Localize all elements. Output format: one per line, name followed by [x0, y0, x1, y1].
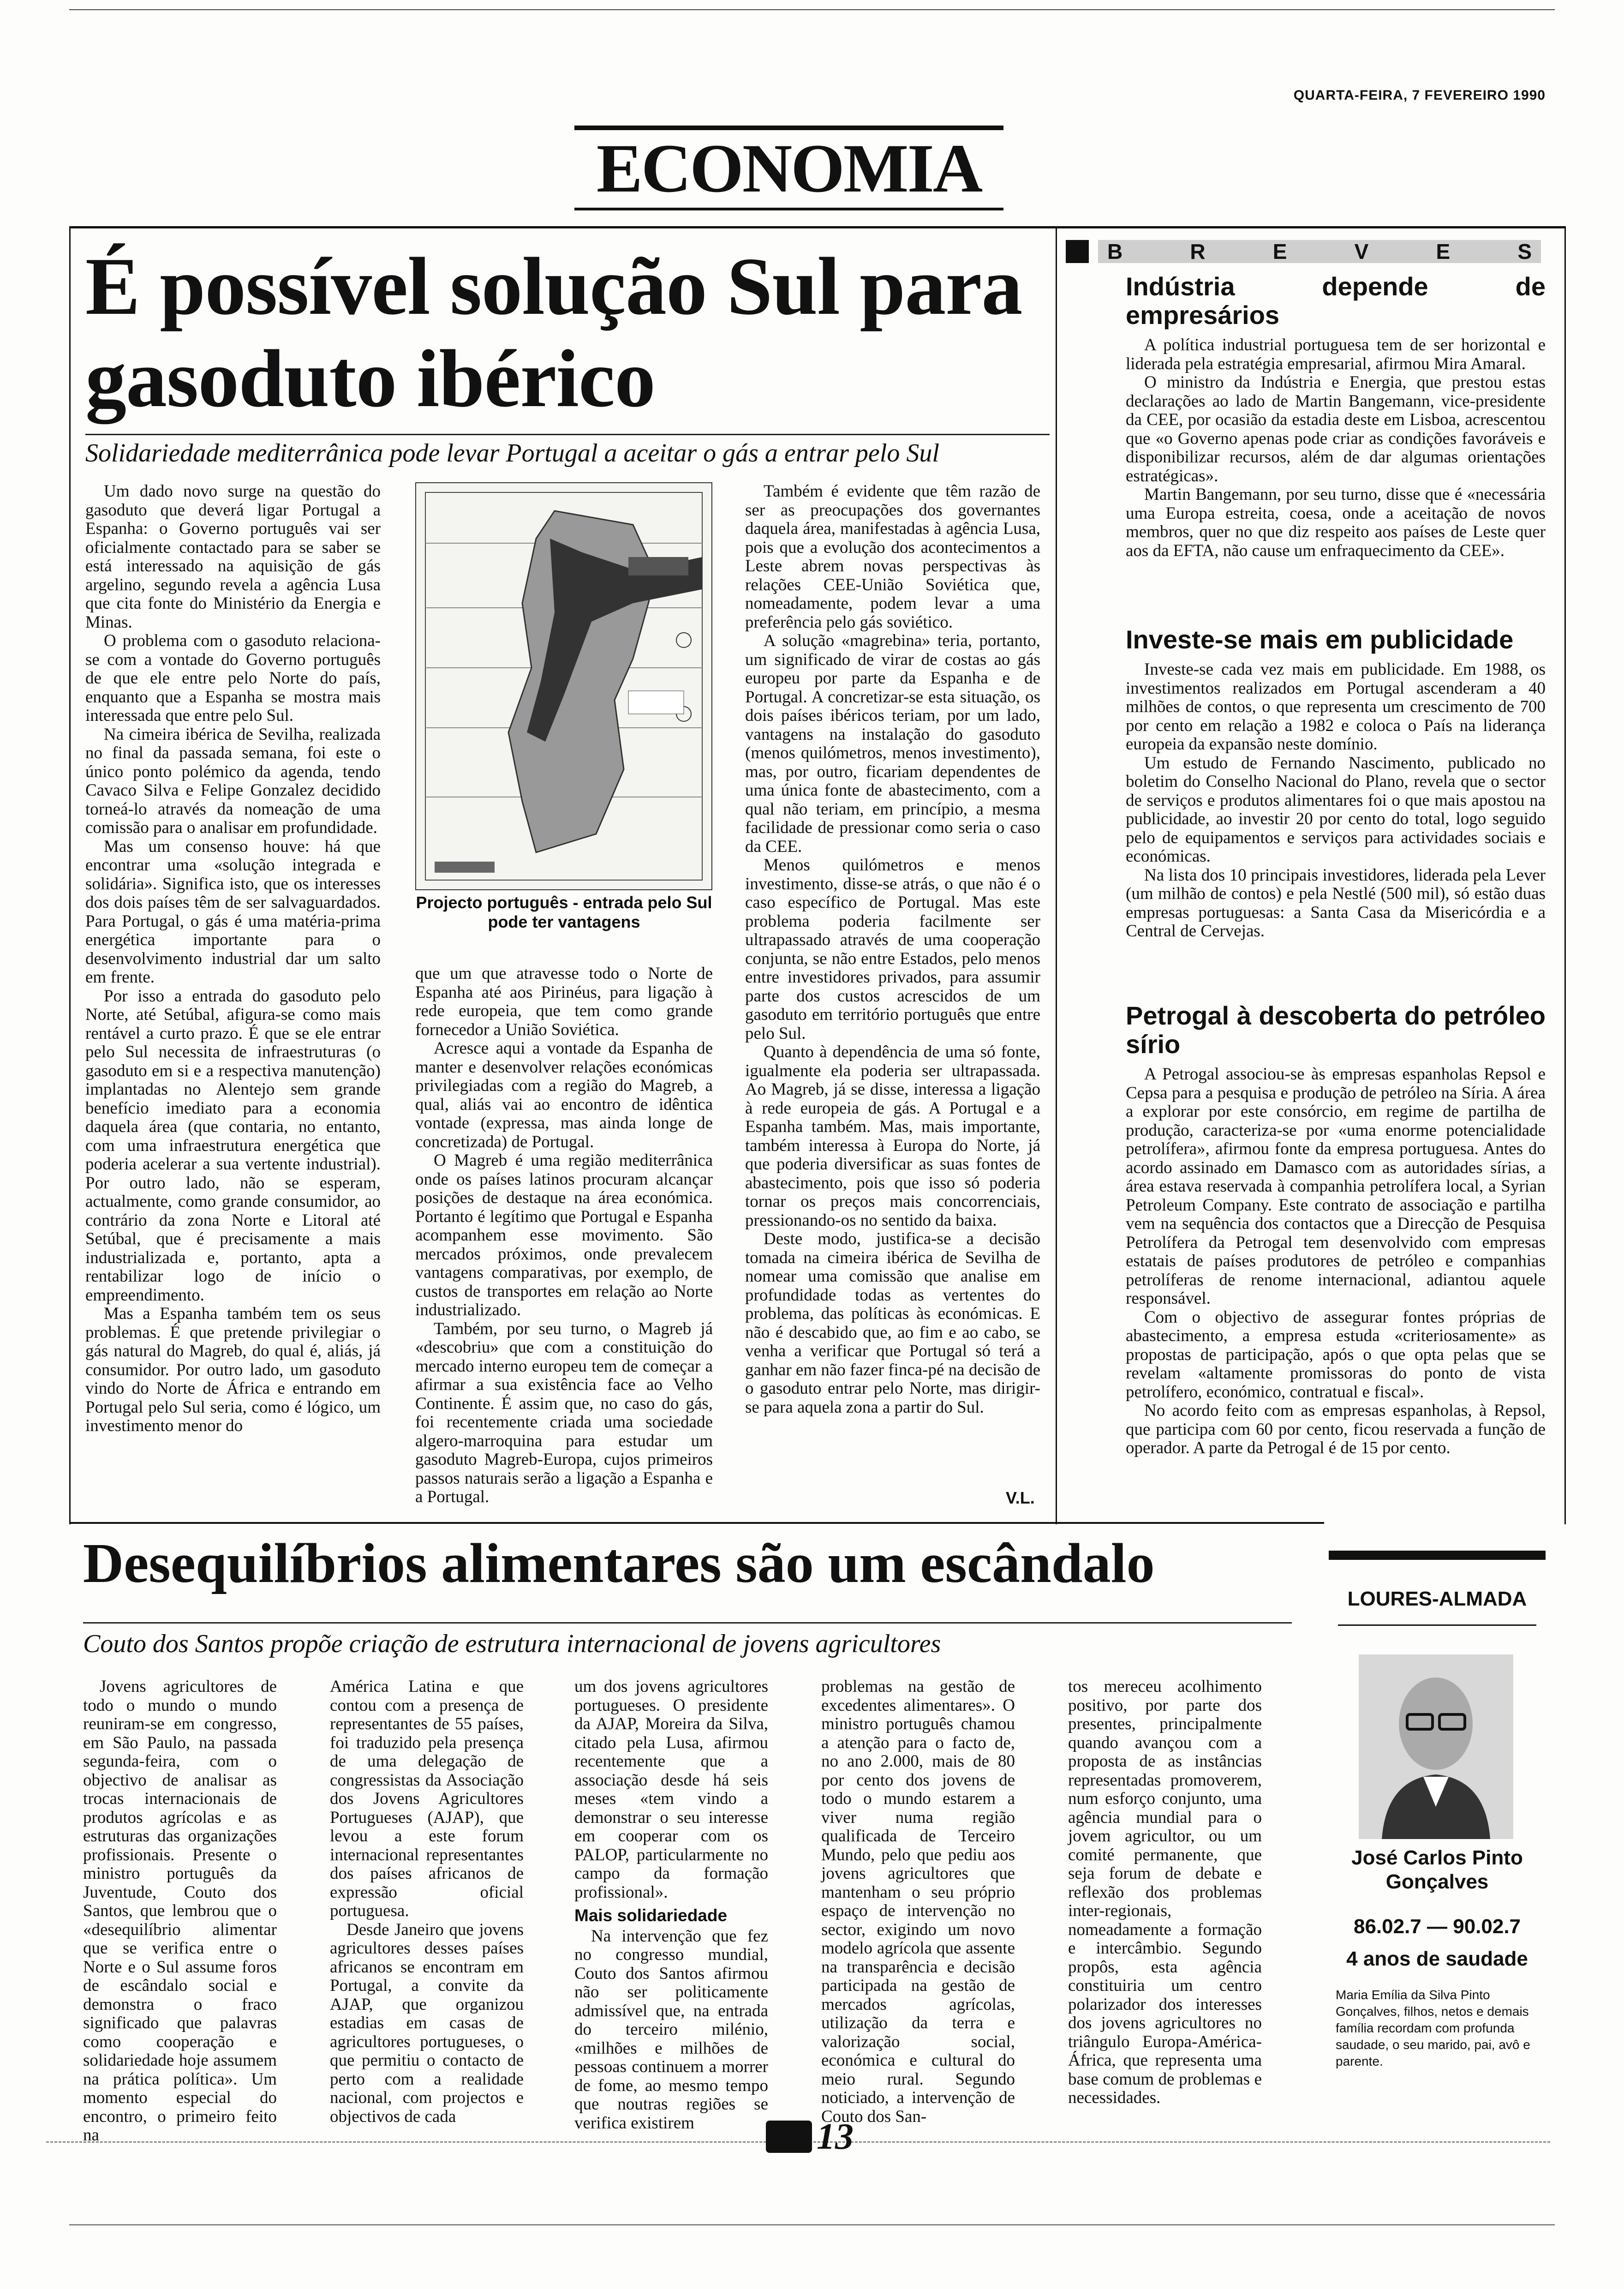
main-col-3: [745, 482, 1040, 1484]
paragraph: A Petrogal associou-se às empresas espanholas Repsol e Cepsa para a pesquisa e produção de petróleo na Síria. A área a explorar por este consórcio, em regime de partilha de produção, caracteriza-se por «uma enorme potencialidade petrolífera», afirmou fonte da empresa portuguesa. Antes do acordo assinado em Damasco com as autoridades sírias, a área estava reservada à companhia petrolífera local, a Syrian Petroleum Company. Este contrato de associação e partilha vem na sequência dos contactos que a Direcção de Pesquisa Petrolífera da Petrogal tem desenvolvido com empresas estatais de países produtores de petróleo e companhias petrolíferas de renome internacional, adiantou aquele responsável.: [1126, 1065, 1546, 1308]
portugal-map-illustration: [416, 483, 711, 889]
gas-pipeline-map: [415, 482, 712, 890]
paragraph: Um dado novo surge na questão do gasoduto que deverá ligar Portugal a Espanha: o Governo português vai ser oficialmente contactado para se saber se está interessado na aquisição de gás argelino, segundo revela a agência Lusa que cita fonte do Ministério da Energia e Minas.: [85, 482, 381, 632]
paragraph: No acordo feito com as empresas espanholas, à Repsol, que participa com 60 por cento, ficou reservada a função de operador. A parte da Petrogal é de 15 por cento.: [1126, 1401, 1546, 1457]
main-col-2: [415, 965, 713, 1509]
breves-letter: R: [1190, 240, 1206, 264]
breves-letter: V: [1354, 240, 1369, 264]
second-col-4: [821, 1677, 1015, 2126]
breves-letter: E: [1436, 240, 1451, 264]
paragraph: Também é evidente que têm razão de ser as preocupações dos governantes daquela área, manifestadas à agência Lusa, pois que a evolução dos acontecimentos a Leste abrem novas perspectivas às relações CEE-União Soviética que, nomeadamente, podem levar a uma preferência pelo gás soviético.: [745, 482, 1040, 632]
second-subhead: Couto dos Santos propõe criação de estrutura internacional de jovens agricultores: [83, 1630, 941, 1658]
breves-square-icon: [1066, 240, 1089, 263]
paragraph: que um que atravesse todo o Norte de Espanha até aos Pirinéus, para ligação à rede europeia, que tem como grande fornecedor a União Soviética.: [415, 964, 713, 1039]
headline-rule: [83, 1622, 1292, 1624]
paragraph: Jovens agricultores de todo o mundo o mundo reuniram-se em congresso, em São Paulo, na passada segunda-feira, com o objectivo de analisar as trocas internacionais de produtos agrícolas e as estruturas das organizações profissionais. Presente o ministro português da Juventude, Couto dos Santos, que lembrou que o «desequilíbrio alimentar que se verifica entre o Norte e o Sul assume foros de escândalo social e demonstra o fraco significado que palavras como cooperação e solidariedade hoje assumem na prática política». Um momento especial do encontro, o primeiro feito na: [83, 1677, 277, 2145]
author-signature: V.L.: [1006, 1488, 1035, 1507]
breves-letter: B: [1107, 240, 1123, 264]
paragraph: um dos jovens agricultores portugueses. O presidente da AJAP, Moreira da Silva, citado pela Lusa, afirmou recentemente que a associação desde há seis meses «tem vindo a demonstrar o seu interesse em cooperar com os PALOP, particularmente no campo da formação profissional».: [574, 1677, 768, 1902]
section-subhead: Mais solidariedade: [574, 1906, 728, 1925]
portrait-photo: [1359, 1654, 1513, 1839]
obituary-rule: [1338, 1624, 1536, 1626]
paragraph: Na intervenção que fez no congresso mundial, Couto dos Santos afirmou não ser politicamente admissível que, na entrada do terceiro milénio, «milhões e milhões de pessoas continuem a morrer de fome, ao mesmo tempo que noutras regiões se verifica existirem: [574, 1926, 768, 2133]
headline-rule: [85, 434, 1050, 435]
obituary-text: Maria Emília da Silva Pinto Gonçalves, filhos, netos e demais família recordam com profunda saudade, o seu marido, pai, avô e parente.: [1336, 1988, 1530, 2068]
section-rule-top: [574, 126, 1003, 130]
breve-3: [1126, 1001, 1546, 1458]
breve-headline: Indústria depende de empresários: [1126, 272, 1546, 330]
paragraph: Deste modo, justifica-se a decisão tomada na cimeira ibérica de Sevilha de nomear uma comissão que analise em profundidade todas as vertentes do problema, das políticas às económicas. E não é descabido que, ao fim e ao cabo, se venha a verificar que Portugal só terá a ganhar em não fazer finca-pé na decisão de o gasoduto entrar pelo Norte, mas dirigir-se para aquela zona a partir do Sul.: [745, 1229, 1040, 1417]
remembrance-line: 4 anos de saudade: [1346, 1947, 1528, 1970]
paragraph: A política industrial portuguesa tem de ser horizontal e liderada pela estratégia empresarial, afirmou Mira Amaral.: [1126, 336, 1546, 373]
paragraph: O ministro da Indústria e Energia, que prestou estas declarações ao lado de Martin Bangemann, vice-presidente da CEE, por ocasião da estadia deste em Lisboa, acrescentou que «o Governo apenas pode criar as condições favoráveis e disponibilizar recursos, além de dar algumas orientações estratégicas».: [1126, 373, 1546, 485]
paragraph: Quanto à dependência de uma só fonte, igualmente ela poderia ser ultrapassada. Ao Magreb, já se disse, interessa a ligação à rede europeia de gás. A Portugal e a Espanha também. Mas, mais importante, também interessa à Europa do Norte, já que poderia diversificar as suas fontes de abastecimento, pois que isso só poderia tornar os preços mais concorrenciais, pressionando-os no sentido da baixa.: [745, 1043, 1040, 1230]
paragraph: Investe-se cada vez mais em publicidade. Em 1988, os investimentos realizados em Portugal ascenderam a 40 milhões de contos, o que representa um crescimento de 700 por cento em relação a 1982 e coloca o País na liderança europeia da expansão neste domínio.: [1126, 660, 1546, 754]
paragraph: Um estudo de Fernando Nascimento, publicado no boletim do Conselho Nacional do Plano, revela que o sector de serviços e produtos alimentares foi o que mais apostou na publicidade, ao investir 20 por cento do total, logo seguido pelo de equipamentos e serviços para actividades sociais e económicas.: [1126, 753, 1546, 866]
breves-letter: E: [1272, 240, 1287, 264]
paragraph: problemas na gestão de excedentes alimentares». O ministro português chamou a atenção para o facto de, no ano 2.000, mais de 80 por cento dos jovens de todo o mundo estarem a viver numa região qualificada de Terceiro Mundo, pelo que pediu aos jovens agricultores que mantenham o seu próprio espaço de intervenção no sector, exigindo um novo modelo agrícola que assente na transparência e decisão participada na gestão de mercados agrícolas, utilização da terra e valorização social, económica e cultural do meio rural. Segundo noticiado, a intervenção de Couto dos San-: [821, 1677, 1015, 2126]
second-col-1: [83, 1677, 277, 2145]
main-col-1: [85, 482, 381, 1525]
paragraph: O Magreb é uma região mediterrânica onde os países latinos procuram alcançar posições de destaque na área económica. Portanto é legítimo que Portugal e Espanha acompanhem esse movimento. São mercados próximos, onde prevalecem vantagens comparativas, por exemplo, de custos de transportes em relação ao Norte industrializado.: [415, 1151, 713, 1319]
newspaper-logo-icon: [766, 2121, 812, 2153]
paragraph: América Latina e que contou com a presença de representantes de 55 países, foi traduzido pela presença de uma delegação de congressistas da Associação dos Jovens Agricultores Portugueses (AJAP), que levou a este forum internacional representantes dos países africanos de expressão oficial portuguesa.: [330, 1677, 524, 1920]
paragraph: O problema com o gasoduto relaciona-se com a vontade do Governo português de que ele entre pelo Norte do país, enquanto que a Espanha se mostra mais interessada que entre pelo Sul.: [85, 631, 381, 725]
breve-1: [1126, 272, 1546, 560]
section-rule-bottom: [574, 208, 1003, 210]
paragraph: Acresce aqui a vontade da Espanha de manter e desenvolver relações económicas privilegiadas com a região do Magreb, a qual, aliás vai ao encontro de idêntica vontade (expressa, mas ainda longe de concretizada) de Portugal.: [415, 1039, 713, 1151]
paragraph: Mas um consenso houve: há que encontrar uma «solução integrada e solidária». Significa isto, que os interesses dos dois países têm de ser salvaguardados. Para Portugal, o gás é uma matéria-prima energética importante para o desenvolvimento industrial dar um salto em frente.: [85, 837, 381, 987]
paragraph: Menos quilómetros e menos investimento, disse-se atrás, o que não é o caso específico de Portugal. Mas este problema poderia facilmente ser ultrapassado através de uma cooperação conjunta, se não entre Estados, pelo menos entre investidores privados, para assumir parte dos custos acrescidos de um gasoduto em território português que entre pelo Sul.: [745, 856, 1040, 1043]
main-subhead: Solidariedade mediterrânica pode levar Portugal a aceitar o gás a entrar pelo Sul: [85, 439, 939, 467]
deceased-name: José Carlos Pinto Gonçalves: [1351, 1846, 1523, 1893]
main-headline: É possível solução Sul para gasoduto ibérico: [85, 240, 1022, 424]
paragraph: Com o objectivo de assegurar fontes próprias de abastecimento, a empresa estuda «criteriosamente» as propostas de participação, após o que opta pelas que se revelam «altamente promissoras do ponto de vista petrolífero, económico, contratual e fiscal».: [1126, 1307, 1546, 1402]
breves-letter: S: [1517, 240, 1532, 264]
person-icon: [1359, 1654, 1513, 1839]
life-dates: 86.02.7 — 90.02.7: [1353, 1915, 1521, 1938]
second-col-2: [330, 1677, 524, 2126]
breve-headline: Investe-se mais em publicidade: [1126, 625, 1514, 654]
breves-banner: [1098, 240, 1541, 263]
paragraph: Martin Bangemann, por seu turno, disse que é «necessária uma Europa estreita, coesa, onde a aceitação de novos membros, quer no que diz respeito aos países de Leste quer aos da EFTA, não cause um enfraquecimento da CEE».: [1126, 485, 1546, 560]
dateline: QUARTA-FEIRA, 7 FEVEREIRO 1990: [1293, 88, 1546, 103]
second-col-3: [574, 1677, 768, 2133]
map-caption: Projecto português - entrada pelo Sul pode ter vantagens: [416, 893, 712, 931]
paragraph: Mas a Espanha também tem os seus problemas. É que pretende privilegiar o gás natural do Magreb, do qual é, aliás, já consumidor. Por outro lado, um gasoduto vindo do Norte de África e entrando em Portugal pelo Sul seria, como é lógico, um investimento menor do: [85, 1304, 381, 1435]
section-title: ECONOMIA: [596, 130, 982, 207]
page-number: 13: [817, 2116, 854, 2157]
second-col-5: [1068, 1677, 1262, 2107]
second-headline: Desequilíbrios alimentares são um escândalo: [83, 1532, 1155, 1594]
paragraph: Na lista dos 10 principais investidores, liderada pela Lever (um milhão de contos) e pela Nestlé (500 mil), só estão duas empresas portuguesas: a Santa Casa da Misericórdia e a Central de Cervejas.: [1126, 865, 1546, 941]
paragraph: tos mereceu acolhimento positivo, por parte dos presentes, principalmente quando avançou com a proposta de as instâncias representadas promoverem, num esforço conjunto, uma agência mundial para o jovem agricultor, ou um comité permanente, que seja forum de debate e reflexão dos problemas inter-regionais, nomeadamente a formação e intercâmbio. Segundo propôs, esta agência constituiria um centro polarizador dos interesses dos jovens agricultores no triângulo Europa-América-África, que representa uma base comum de problemas e necessidades.: [1068, 1677, 1262, 2107]
top-rule: [69, 9, 1555, 10]
breve-headline: Petrogal à descoberta do petróleo sírio: [1126, 1001, 1546, 1059]
bottom-rule: [69, 2224, 1555, 2225]
paragraph: Na cimeira ibérica de Sevilha, realizada no final da passada semana, foi este o único ponto polémico da agenda, tendo Cavaco Silva e Felipe Gonzalez decidido torneá-lo através da nomeação de uma comissão para o analisar em profundidade.: [85, 725, 381, 837]
paragraph: Também, por seu turno, o Magreb já «descobriu» que com a constituição do mercado interno europeu tem de começar a afirmar a sua existência face ao Velho Continente. É assim que, no caso do gás, foi recentemente criada uma sociedade algero-marroquina para estudar um gasoduto Magreb-Europa, cujos primeiros passos naturais serão a ligação a Espanha e a Portugal.: [415, 1319, 713, 1506]
paragraph: Desde Janeiro que jovens agricultores desses países africanos se encontram em Portugal, a convite da AJAP, que organizou estadias em casas de agricultores portugueses, o que permitiu o contacto de perto com a realidade nacional, com projectos e objectivos de cada: [330, 1920, 524, 2126]
paragraph: A solução «magrebina» teria, portanto, um significado de virar de costas ao gás europeu por parte da Espanha e de Portugal. A concretizar-se esta situação, os dois países ibéricos teriam, por um lado, vantagens na instalação do gasoduto (menos quilómetros, menos investimento), mas, por outro, ficariam dependentes de uma única fonte de abastecimento, com a qual não teriam, em princípio, a mesma facilidade de pressionar como seria o caso da CEE.: [745, 631, 1040, 856]
obituary-location: LOURES-ALMADA: [1347, 1588, 1527, 1610]
breve-2: [1126, 625, 1546, 941]
paragraph: Por isso a entrada do gasoduto pelo Norte, até Setúbal, afigura-se como mais rentável a curto prazo. É que se ele entrar pelo Sul necessita de infraestruturas (o gasoduto em si e a respectiva manutenção) implantadas no Alentejo sem grande benefício imediato para a economia daquela área (que contaria, no entanto, com uma infraestrutura energética que poderia acelerar a sua vertente industrial). Por outro lado, não se esperam, actualmente, como grande consumidor, ao contrário da zona Norte e Litoral até Setúbal, que é precisamente a mais industrializada e, portanto, apta a rentabilizar logo de início o empreendimento.: [85, 986, 381, 1305]
